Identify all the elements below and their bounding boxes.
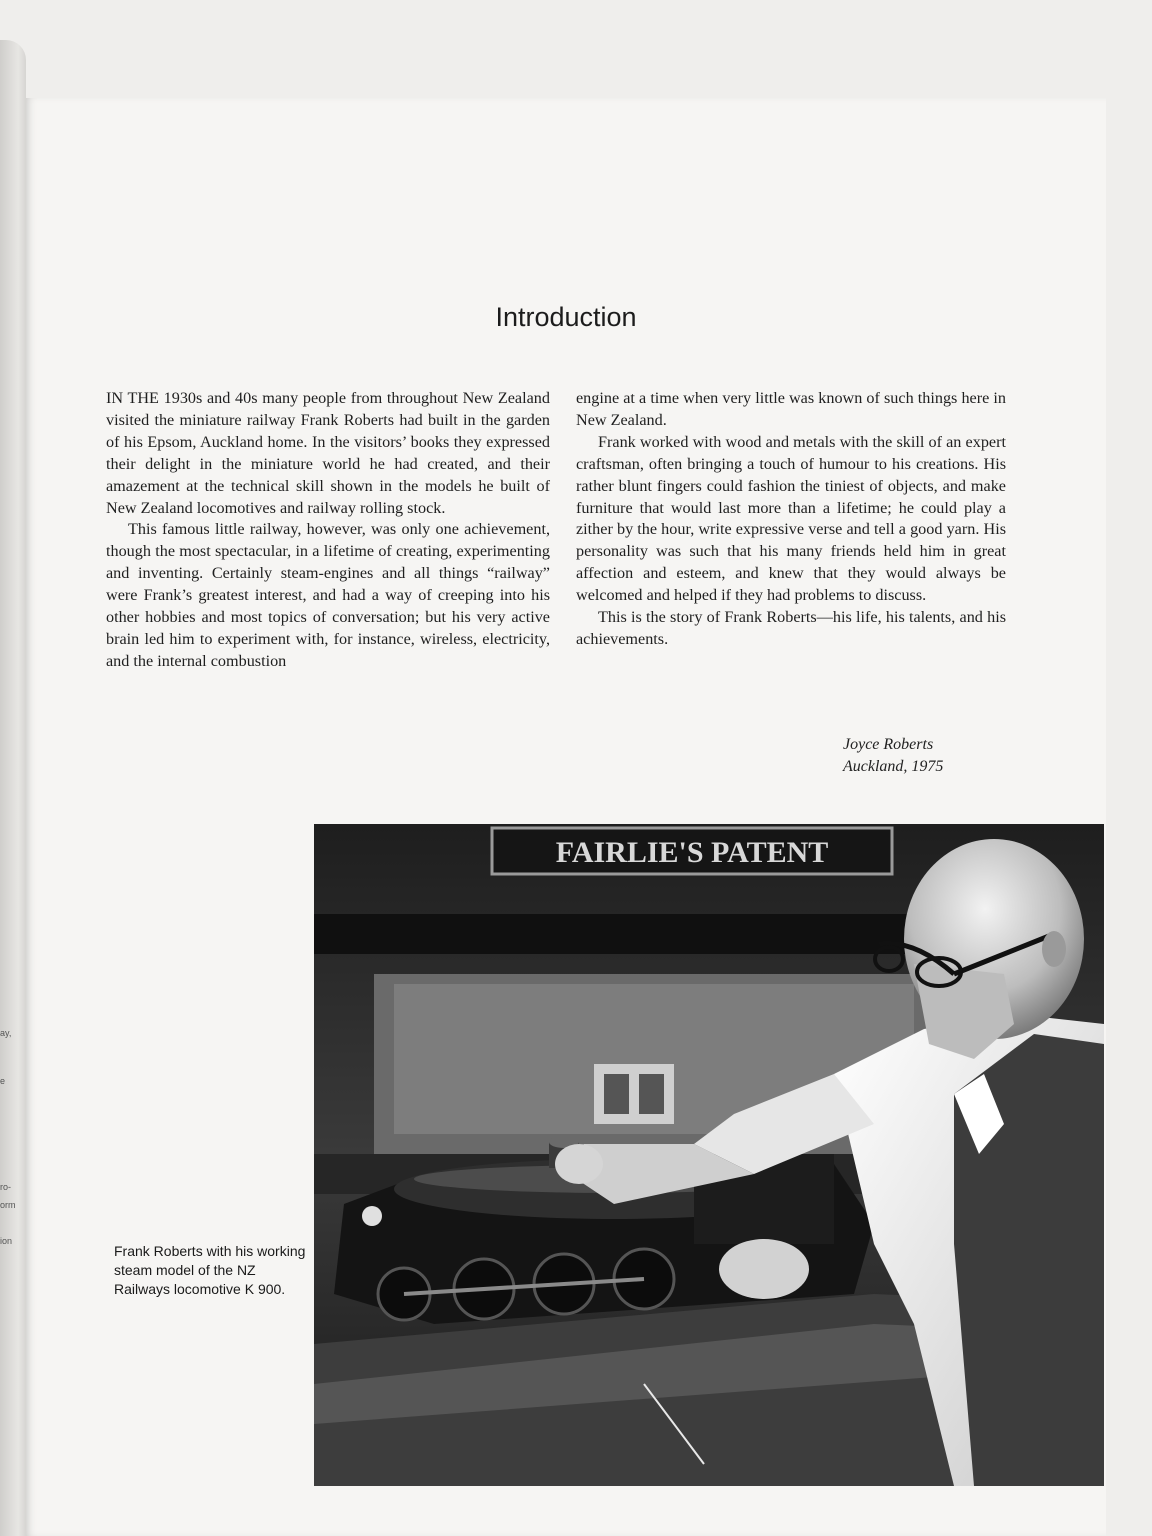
adjacent-page-text-fragment: ro- bbox=[0, 1182, 11, 1192]
paragraph: This is the story of Frank Roberts—his life, his talents, and his achievements. bbox=[576, 608, 1006, 648]
adjacent-page-text-fragment: ion bbox=[0, 1236, 13, 1246]
signature-name: Joyce Roberts bbox=[843, 736, 934, 753]
right-text-column bbox=[576, 388, 1006, 651]
signature-place: Auckland, 1975 bbox=[843, 758, 944, 775]
paragraph: engine at a time when very little was known of such things here in New Zealand. bbox=[576, 389, 1006, 429]
book-page bbox=[26, 98, 1106, 1536]
adjacent-page-text-fragment: ay, bbox=[0, 1028, 12, 1038]
paragraph: IN THE 1930s and 40s many people from throughout New Zealand visited the miniature railway Frank Roberts had built in the garden of his Epsom, Auckland home. In the visitors’ books they expressed their delight in the miniature world he had created, and their amazement at the technical skill shown in the models he built of New Zealand locomotives and railway rolling stock. bbox=[106, 389, 550, 517]
adjacent-page-edge bbox=[0, 40, 26, 1536]
left-text-column bbox=[106, 388, 550, 673]
page-title: Introduction bbox=[495, 302, 637, 332]
adjacent-page-text-fragment: orm bbox=[0, 1200, 16, 1210]
paragraph: This famous little railway, however, was only one achievement, though the most spectacular, in a lifetime of creating, experimenting and inventing. Certainly steam-engines and all things “railway” were Frank’s greatest interest, and had a way of creeping into his other hobbies and most topics of conversation; but his very active brain led him to experiment with, for instance, wireless, electricity, and the internal combustion bbox=[106, 520, 550, 670]
photo-caption: Frank Roberts with his working steam model of the NZ Railways locomotive K 900. bbox=[114, 1243, 306, 1297]
author-signature bbox=[843, 734, 943, 778]
photo-sign-text: FAIRLIE'S PATENT bbox=[555, 836, 829, 869]
paragraph: Frank worked with wood and metals with the skill of an expert craftsman, often bringing a touch of humour to his creations. His rather blunt fingers could fashion the tiniest of objects, and make furniture that would last more than a lifetime; he could play a zither by the hour, write expressive verse and tell a good yarn. His personality was such that his many friends held him in great affection and esteem, and knew that they would always be welcomed and helped if they had problems to discuss. bbox=[576, 432, 1006, 605]
adjacent-page-text-fragment: e bbox=[0, 1076, 6, 1086]
photograph-frank-roberts-with-locomotive-model bbox=[314, 824, 1104, 1486]
